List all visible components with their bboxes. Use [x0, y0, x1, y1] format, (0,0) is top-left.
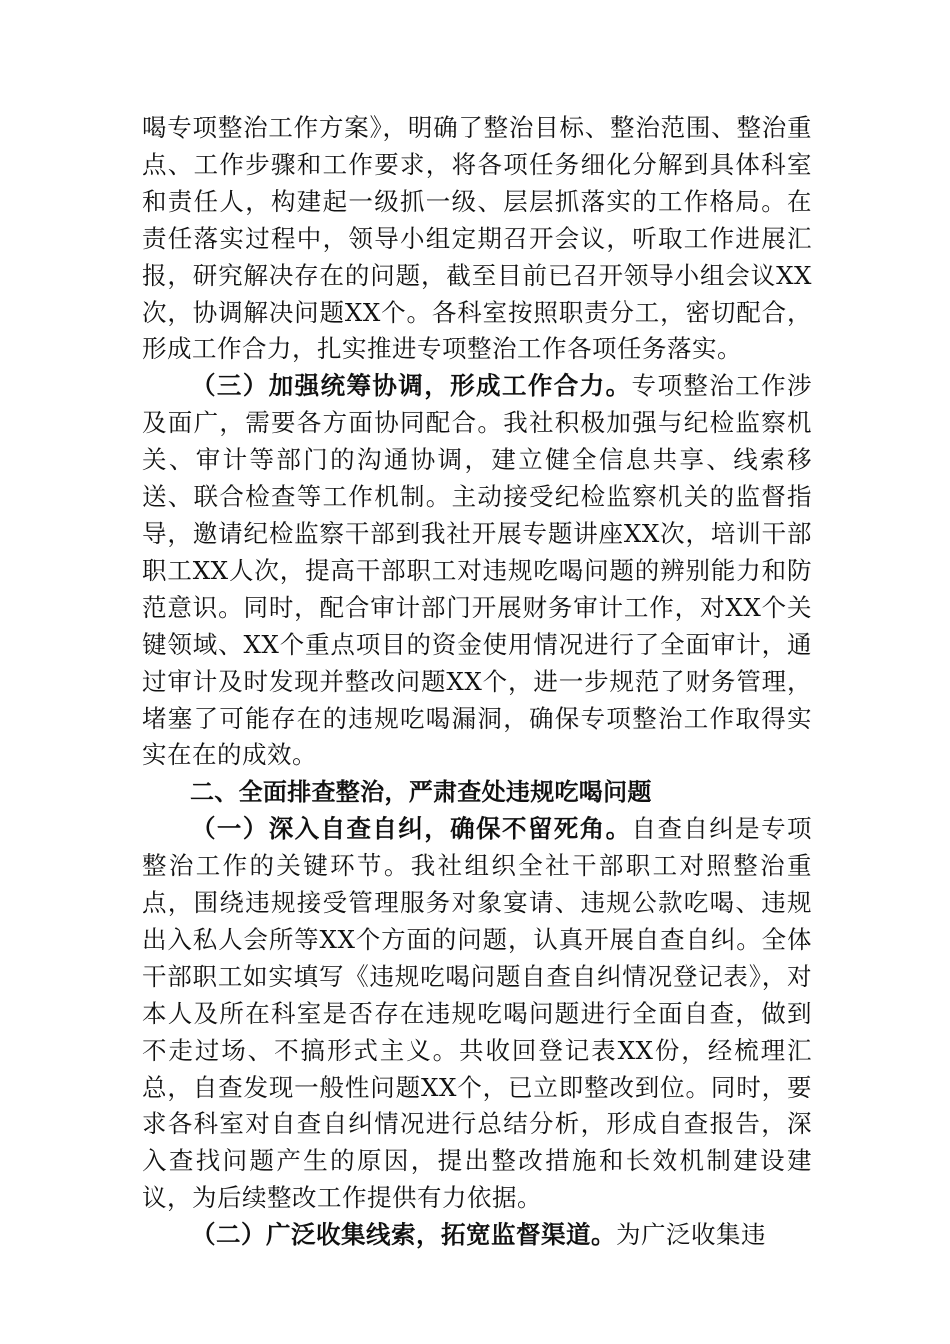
paragraph-text: 喝专项整治工作方案》，明确了整治目标、整治范围、整治重点、工作步骤和工作要求，将各项任务细化分解到具体科室和责任人，构建起一级抓一级、层层抓落实的工作格局。在责任落实过程中，领导小组定期召开会议，听取工作进展汇报，研究解决存在的问题，截至目前已召开领导小组会议XX次，协调解决问题XX个。各科室按照职责分工，密切配合，形成工作合力，扎实推进专项整治工作各项任务落实。: [142, 113, 812, 364]
paragraph-continuation: [142, 110, 812, 368]
paragraph-self-inspection: [142, 811, 812, 1217]
paragraph-text: 专项整治工作涉及面广，需要各方面协同配合。我社积极加强与纪检监察机关、审计等部门的沟通协调，建立健全信息共享、线索移送、联合检查等工作机制。主动接受纪检监察机关的监督指导，邀请纪检监察干部到我社开展专题讲座XX次，培训干部职工XX人次，提高干部职工对违规吃喝问题的辨别能力和防范意识。同时，配合审计部门开展财务审计工作，对XX个关键领域、XX个重点项目的资金使用情况进行了全面审计，通过审计及时发现并整改问题XX个，进一步规范了财务管理，堵塞了可能存在的违规吃喝漏洞，确保专项整治工作取得实实在在的成效。: [142, 371, 813, 770]
paragraph-text: 自查自纠是专项整治工作的关键环节。我社组织全社干部职工对照整治重点，围绕违规接受管理服务对象宴请、违规公款吃喝、违规出入私人会所等XX个方面的问题，认真开展自查自纠。全体干部职工如实填写《违规吃喝问题自查自纠情况登记表》，对本人及所在科室是否存在违规吃喝问题进行全面自查，做到不走过场、不搞形式主义。共收回登记表XX份，经梳理汇总，自查发现一般性问题XX个，已立即整改到位。同时，要求各科室对自查自纠情况进行总结分析，形成自查报告，深入查找问题产生的原因，提出整改措施和长效机制建设建议，为后续整改工作提供有力依据。: [142, 814, 813, 1213]
paragraph-lead: （三）加强统筹协调，形成工作合力。: [191, 371, 632, 401]
section-heading: 二、全面排查整治，严肃查处违规吃喝问题: [190, 778, 652, 807]
paragraph-clue-collection: [142, 1217, 812, 1254]
paragraph-coordination: [142, 368, 812, 774]
paragraph-lead: （一）深入自查自纠，确保不留死角。: [191, 814, 632, 844]
paragraph-lead: （二）广泛收集线索，拓宽监督渠道。: [191, 1220, 616, 1250]
paragraph-text: 为广泛收集违: [616, 1220, 766, 1250]
